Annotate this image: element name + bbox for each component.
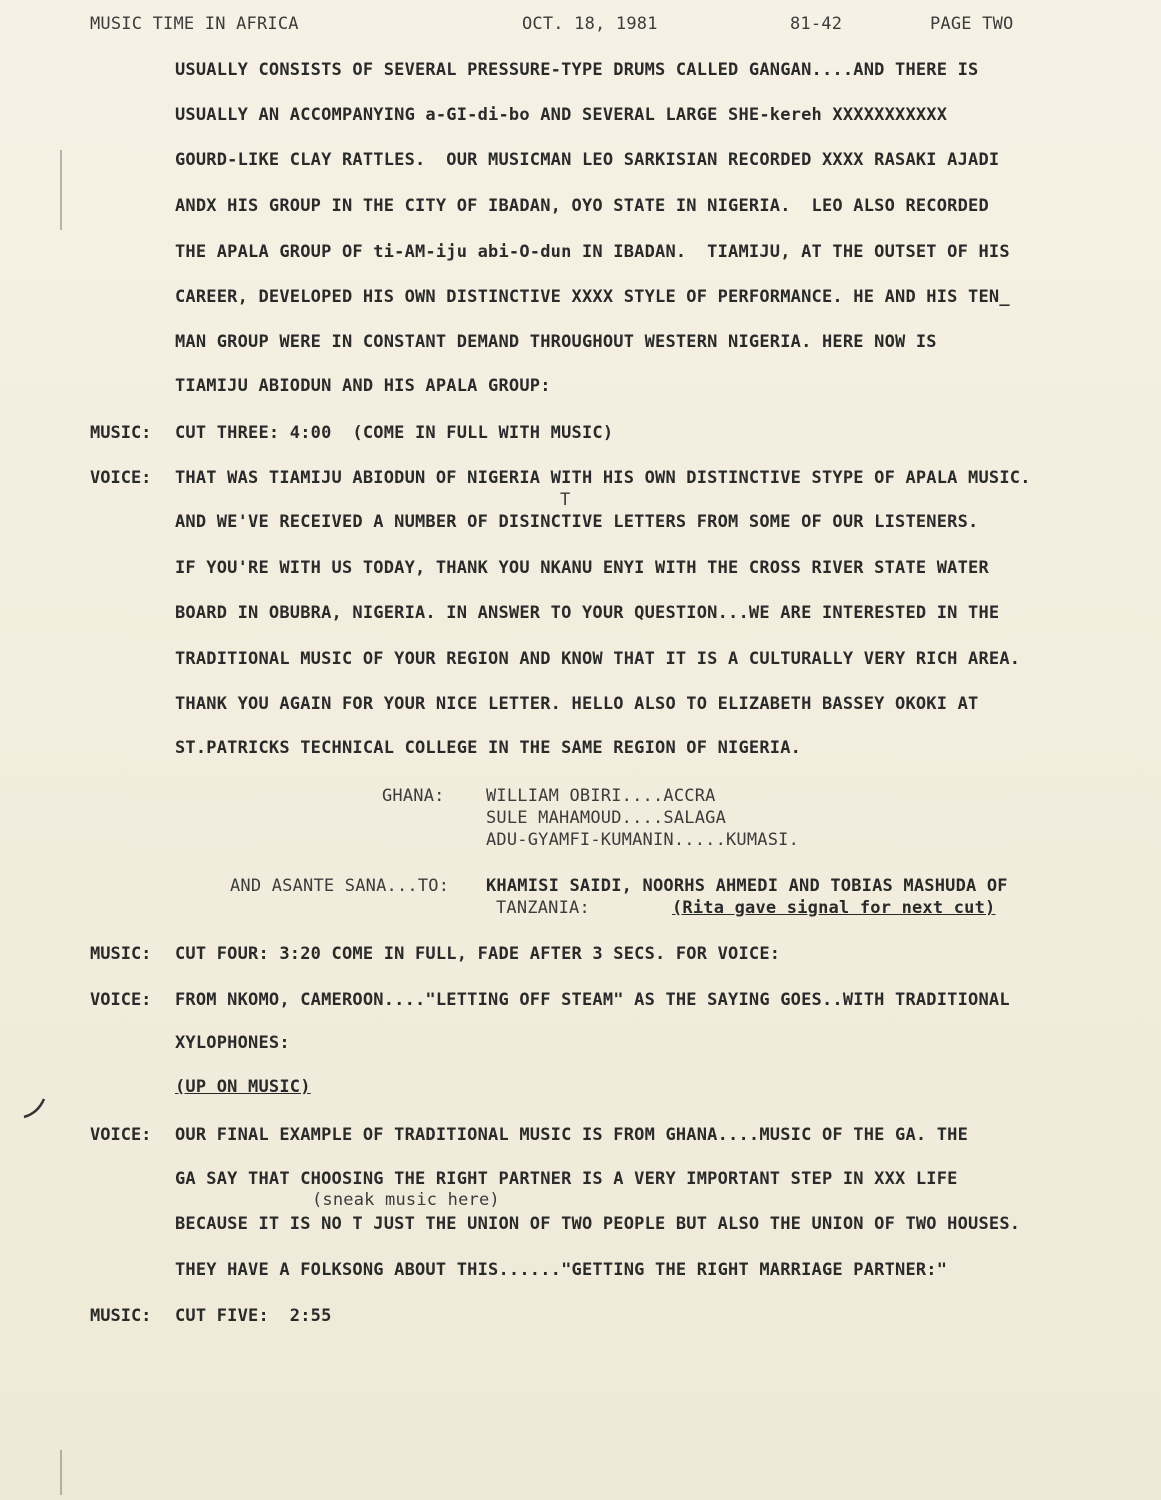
- body-line: TRADITIONAL MUSIC OF YOUR REGION AND KNOW THAT IT IS A CULTURALLY VERY RICH AREA.: [175, 649, 1021, 669]
- sneak-music-note: (sneak music here): [312, 1190, 500, 1210]
- body-line: XYLOPHONES:: [175, 1033, 290, 1053]
- signal-note: (Rita gave signal for next cut): [672, 898, 996, 918]
- body-line: THANK YOU AGAIN FOR YOUR NICE LETTER. HELLO ALSO TO ELIZABETH BASSEY OKOKI AT: [175, 694, 979, 714]
- ghana-label: GHANA:: [382, 786, 445, 806]
- body-line: BECAUSE IT IS NO T JUST THE UNION OF TWO PEOPLE BUT ALSO THE UNION OF TWO HOUSES.: [175, 1214, 1021, 1234]
- checkmark-icon: [20, 1095, 60, 1125]
- page-number: PAGE TWO: [930, 14, 1014, 34]
- body-line: ANDX HIS GROUP IN THE CITY OF IBADAN, OYO STATE IN NIGERIA. LEO ALSO RECORDED: [175, 196, 989, 216]
- body-line: FROM NKOMO, CAMEROON...."LETTING OFF STEAM" AS THE SAYING GOES..WITH TRADITIONAL: [175, 990, 1010, 1010]
- body-line: THE APALA GROUP OF ti-AM-iju abi-O-dun IN IBADAN. TIAMIJU, AT THE OUTSET OF HIS: [175, 242, 1010, 262]
- asante-country: TANZANIA:: [496, 898, 590, 918]
- listener-entry: WILLIAM OBIRI....ACCRA: [486, 786, 716, 806]
- body-line: THEY HAVE A FOLKSONG ABOUT THIS......"GETTING THE RIGHT MARRIAGE PARTNER:": [175, 1260, 948, 1280]
- body-line: GOURD-LIKE CLAY RATTLES. OUR MUSICMAN LEO SARKISIAN RECORDED XXXX RASAKI AJADI: [175, 150, 1000, 170]
- music-cue: CUT FOUR: 3:20 COME IN FULL, FADE AFTER 3 SECS. FOR VOICE:: [175, 944, 781, 964]
- body-line: BOARD IN OBUBRA, NIGERIA. IN ANSWER TO YOUR QUESTION...WE ARE INTERESTED IN THE: [175, 603, 1000, 623]
- body-line: TIAMIJU ABIODUN AND HIS APALA GROUP:: [175, 376, 551, 396]
- body-line: CAREER, DEVELOPED HIS OWN DISTINCTIVE XXXX STYLE OF PERFORMANCE. HE AND HIS TEN_: [175, 287, 1010, 307]
- music-cue: CUT FIVE: 2:55: [175, 1306, 332, 1326]
- listener-entry: SULE MAHAMOUD....SALAGA: [486, 808, 727, 828]
- asante-text: KHAMISI SAIDI, NOORHS AHMEDI AND TOBIAS MASHUDA OF: [486, 876, 1008, 896]
- listener-entry: ADU-GYAMFI-KUMANIN.....KUMASI.: [486, 830, 800, 850]
- voice-cue-label: VOICE:: [90, 1125, 152, 1145]
- body-line: ST.PATRICKS TECHNICAL COLLEGE IN THE SAME REGION OF NIGERIA.: [175, 738, 802, 758]
- body-line: AND WE'VE RECEIVED A NUMBER OF DISINCTIVE LETTERS FROM SOME OF OUR LISTENERS.: [175, 512, 979, 532]
- margin-mark: [60, 150, 62, 230]
- episode-code: 81-42: [790, 14, 843, 34]
- body-line: IF YOU'RE WITH US TODAY, THANK YOU NKANU ENYI WITH THE CROSS RIVER STATE WATER: [175, 558, 989, 578]
- music-cue: CUT THREE: 4:00 (COME IN FULL WITH MUSIC): [175, 423, 614, 443]
- music-cue-label: MUSIC:: [90, 1306, 152, 1326]
- body-line: THAT WAS TIAMIJU ABIODUN OF NIGERIA WITH HIS OWN DISTINCTIVE STYPE OF APALA MUSIC.: [175, 468, 1031, 488]
- margin-mark: [60, 1450, 62, 1495]
- program-title: MUSIC TIME IN AFRICA: [90, 14, 299, 34]
- body-line: GA SAY THAT CHOOSING THE RIGHT PARTNER IS A VERY IMPORTANT STEP IN XXX LIFE: [175, 1169, 958, 1189]
- music-cue-label: MUSIC:: [90, 944, 152, 964]
- body-line: OUR FINAL EXAMPLE OF TRADITIONAL MUSIC IS FROM GHANA....MUSIC OF THE GA. THE: [175, 1125, 969, 1145]
- handwritten-correction: T: [560, 490, 571, 510]
- music-cue-label: MUSIC:: [90, 423, 152, 443]
- body-line: USUALLY CONSISTS OF SEVERAL PRESSURE-TYPE DRUMS CALLED GANGAN....AND THERE IS: [175, 60, 979, 80]
- voice-cue-label: VOICE:: [90, 990, 152, 1010]
- up-on-music: (UP ON MUSIC): [175, 1077, 311, 1097]
- body-line: MAN GROUP WERE IN CONSTANT DEMAND THROUGHOUT WESTERN NIGERIA. HERE NOW IS: [175, 332, 937, 352]
- broadcast-date: OCT. 18, 1981: [522, 14, 658, 34]
- asante-lead: AND ASANTE SANA...TO:: [230, 876, 450, 896]
- voice-cue-label: VOICE:: [90, 468, 152, 488]
- body-line: USUALLY AN ACCOMPANYING a-GI-di-bo AND SEVERAL LARGE SHE-kereh XXXXXXXXXXX: [175, 105, 948, 125]
